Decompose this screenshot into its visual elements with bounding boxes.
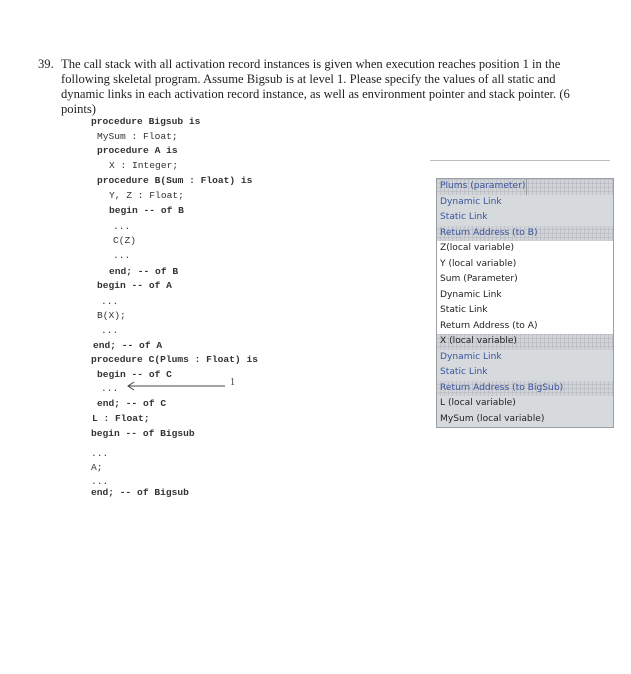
stack-cell: Y (local variable) [437,257,613,273]
code-line: end; -- of C [97,398,167,409]
stack-cell: Dynamic Link [437,350,613,366]
code-line: begin -- of Bigsub [91,428,195,439]
stack-cell: L (local variable) [437,396,613,412]
call-stack [436,178,614,428]
question-number: 39. [38,57,54,71]
stack-cell: Dynamic Link [437,288,613,304]
arrow-icon [125,381,245,393]
position-marker-label: 1 [230,377,235,388]
code-line: MySum : Float; [97,131,178,142]
code-line: ... [101,383,119,394]
stack-cell: Dynamic Link [437,195,613,211]
stack-cell: MySum (local variable) [437,412,613,428]
code-line: Y, Z : Float; [109,190,184,201]
code-line: ... [91,476,109,487]
code-line: procedure C(Plums : Float) is [91,354,258,365]
stack-cell: Static Link [437,365,613,381]
code-line: ... [101,296,119,307]
code-line: begin -- of C [97,369,172,380]
stack-cell: Z(local variable) [437,241,613,257]
position-marker [125,377,245,398]
code-line: ... [113,221,131,232]
stack-cell: Plums (parameter) [437,179,613,195]
code-line: B(X); [97,310,126,321]
stack-cell: Sum (Parameter) [437,272,613,288]
code-line: L : Float; [92,413,150,424]
code-line: procedure Bigsub is [91,116,201,127]
question-text: The call stack with all activation record instances is given when execution reaches position 1 in the following skeletal program. Assume Bigsub is at level 1. Please specify the values of all static and dynamic links in each activation record instance, as well as environment pointer and stack pointer. (6 points) [61,57,570,116]
code-line: ... [91,448,109,459]
stack-cell: X (local variable) [437,334,613,350]
code-line: ... [101,325,119,336]
stack-cell: Return Address (to A) [437,319,613,335]
code-line: ... [113,250,131,261]
code-line: end; -- of A [93,340,163,351]
code-line: begin -- of B [109,205,184,216]
code-line: C(Z) [113,235,137,246]
question [38,57,594,117]
code-line: procedure B(Sum : Float) is [97,175,253,186]
stack-cell: Static Link [437,303,613,319]
stack-cell: Static Link [437,210,613,226]
stack-cell: Return Address (to B) [437,226,613,242]
code-line: A; [91,462,103,473]
code-line: begin -- of A [97,280,172,291]
code-line: X : Integer; [109,160,179,171]
code-line: end; -- of B [109,266,179,277]
divider [430,160,610,161]
code-line: end; -- of Bigsub [91,487,189,498]
stack-cell: Return Address (to BigSub) [437,381,613,397]
code-line: procedure A is [97,145,178,156]
